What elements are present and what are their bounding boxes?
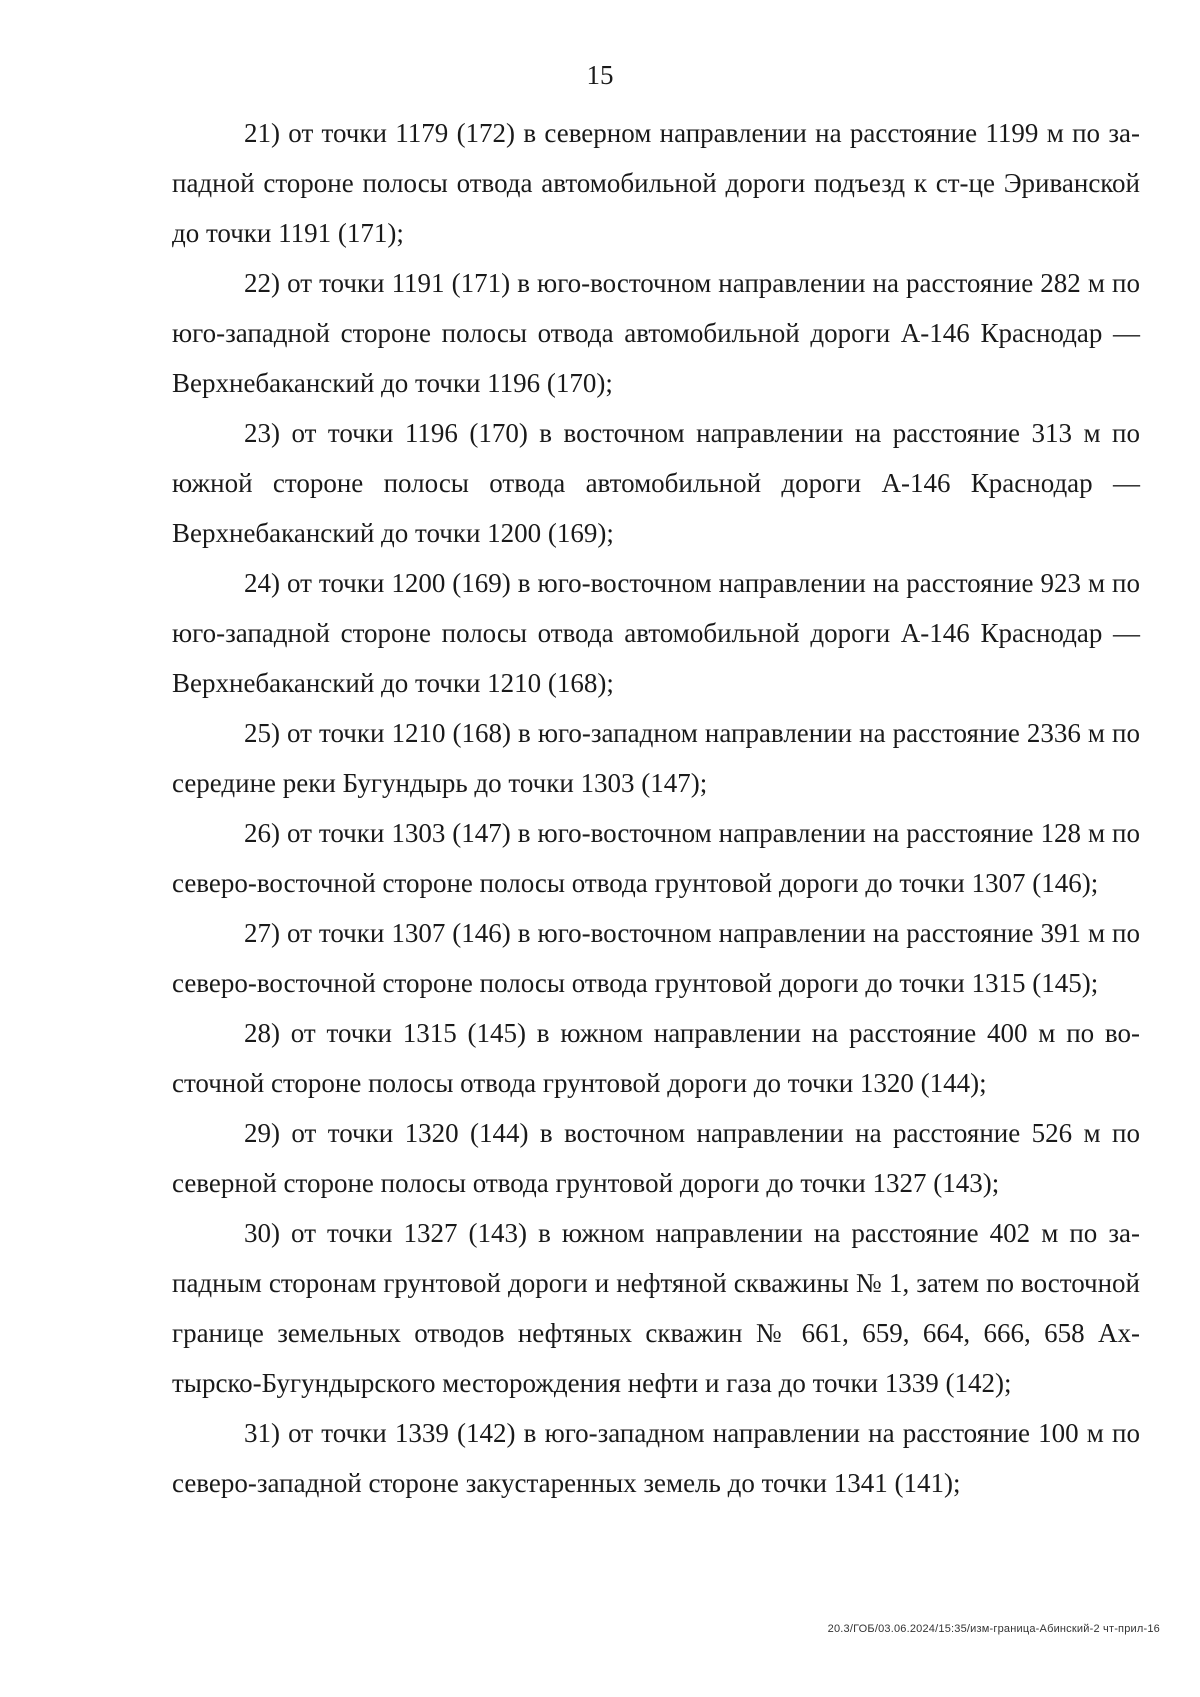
paragraph-27: 27) от точки 1307 (146) в юго-восточном направлении на расстояние 391 м по северо-восточной стороне полосы отвода грунтовой дороги до точки 1315 (145); [172, 918, 1140, 998]
page-number: 15 [586, 60, 614, 90]
paragraph-23: 23) от точки 1196 (170) в восточном направлении на расстояние 313 м по южной стороне полосы отвода автомобильной дороги А-146 Краснодар — Верхнебаканский до точки 1200 (169); [172, 418, 1140, 548]
document-body [172, 108, 1140, 1508]
paragraph-22: 22) от точки 1191 (171) в юго-восточном направлении на расстояние 282 м по юго-западной стороне полосы отвода автомобильной дороги А-146 Краснодар — Верхнебаканский до точки 1196 (170); [172, 268, 1140, 398]
paragraph-29: 29) от точки 1320 (144) в восточном направлении на расстояние 526 м по северной стороне полосы отвода грунтовой дороги до точки 1327 (143); [172, 1118, 1140, 1198]
footer-document-code: 20.3/ГОБ/03.06.2024/15:35/изм-граница-Абинский-2 чт-прил-16 [827, 1623, 1160, 1635]
paragraph-28: 28) от точки 1315 (145) в южном направлении на расстояние 400 м по восточной стороне полосы отвода грунтовой дороги до точки 1320 (144); [172, 1018, 1140, 1098]
paragraph-30: 30) от точки 1327 (143) в южном направлении на расстояние 402 м по западным сторонам грунтовой дороги и нефтяной скважины № 1, затем по восточной границе земельных отводов нефтяных скважин № 661, 659, 664, 666, 658 Ахтырско-Бугундырского месторождения нефти и газа до точки 1339 (142); [172, 1218, 1140, 1398]
paragraph-26: 26) от точки 1303 (147) в юго-восточном направлении на расстояние 128 м по северо-восточной стороне полосы отвода грунтовой дороги до точки 1307 (146); [172, 818, 1140, 898]
paragraph-21: 21) от точки 1179 (172) в северном направлении на расстояние 1199 м по западной стороне полосы отвода автомобильной дороги подъезд к ст-це Эриванской до точки 1191 (171); [172, 118, 1140, 248]
paragraph-24: 24) от точки 1200 (169) в юго-восточном направлении на расстояние 923 м по юго-западной стороне полосы отвода автомобильной дороги А-146 Краснодар — Верхнебаканский до точки 1210 (168); [172, 568, 1140, 698]
paragraph-31: 31) от точки 1339 (142) в юго-западном направлении на расстояние 100 м по северо-западной стороне закустаренных земель до точки 1341 (141); [172, 1418, 1140, 1498]
paragraph-25: 25) от точки 1210 (168) в юго-западном направлении на расстояние 2336 м по середине реки Бугундырь до точки 1303 (147); [172, 718, 1140, 798]
